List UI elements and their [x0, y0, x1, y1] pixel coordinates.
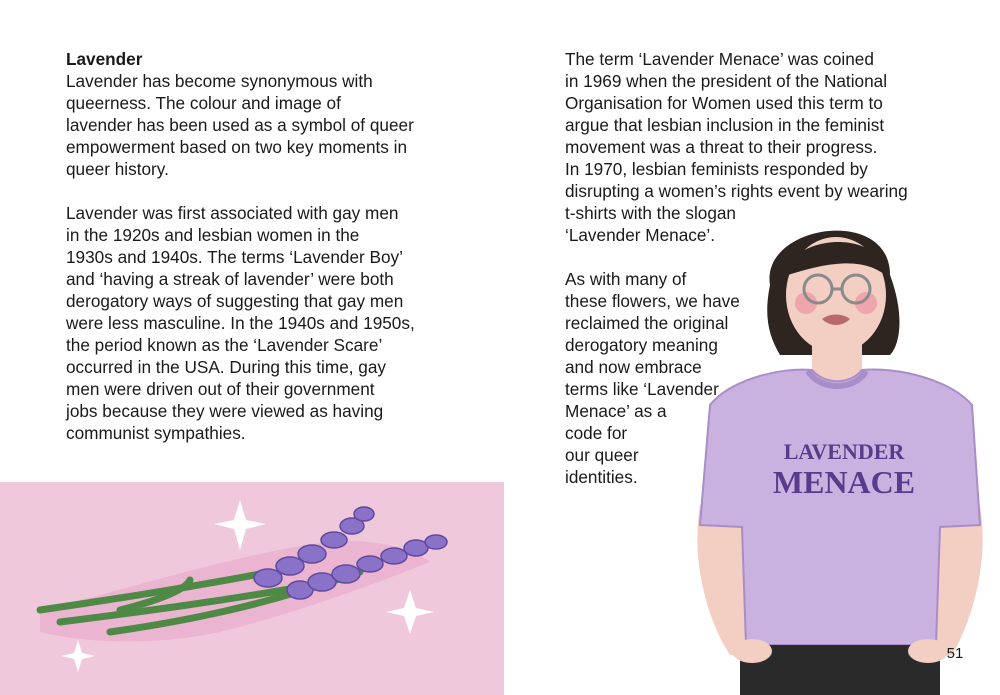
text-line: reclaimed the original — [565, 313, 729, 333]
text-line: in the 1920s and lesbian women in the — [66, 225, 360, 245]
text-line: The term ‘Lavender Menace’ was coined — [565, 49, 874, 69]
text-line: Lavender has become synonymous with — [66, 71, 373, 91]
section-heading: Lavender — [66, 49, 143, 69]
text-line: In 1970, lesbian feminists responded by — [565, 159, 868, 179]
text-line: our queer — [565, 445, 639, 465]
text-line: men were driven out of their government — [66, 379, 375, 399]
text-line: these flowers, we have — [565, 291, 740, 311]
sparkle-icon — [386, 590, 434, 634]
text-line: ‘Lavender Menace’. — [565, 225, 716, 245]
text-line: queer history. — [66, 159, 169, 179]
page-number: 51 — [946, 645, 964, 662]
text-line: Menace’ as a — [565, 401, 667, 421]
text-line: t-shirts with the slogan — [565, 203, 736, 223]
text-line: and now embrace — [565, 357, 702, 377]
person-illustration — [690, 205, 990, 695]
text-line: and ‘having a streak of lavender’ were both — [66, 269, 394, 289]
text-line: derogatory ways of suggesting that gay men — [66, 291, 404, 311]
shirt-slogan-line1: LAVENDER — [783, 439, 905, 464]
text-line: lavender has been used as a symbol of queer — [66, 115, 414, 135]
left-text-column — [66, 48, 466, 444]
text-line: Lavender was first associated with gay men — [66, 203, 399, 223]
text-line: communist sympathies. — [66, 423, 246, 443]
sparkle-icon — [61, 640, 95, 672]
text-line: disrupting a women’s rights event by wearing — [565, 181, 908, 201]
text-line: in 1969 when the president of the National — [565, 71, 888, 91]
paragraph-lavender-intro — [66, 70, 466, 180]
text-line: As with many of — [565, 269, 687, 289]
text-line: the period known as the ‘Lavender Scare’ — [66, 335, 383, 355]
text-line: queerness. The colour and image of — [66, 93, 341, 113]
text-line: jobs because they were viewed as having — [66, 401, 384, 421]
text-line: argue that lesbian inclusion in the feminist — [565, 115, 885, 135]
text-line: 1930s and 1940s. The terms ‘Lavender Boy’ — [66, 247, 403, 267]
text-line: Organisation for Women used this term to — [565, 93, 883, 113]
sparkle-icon — [214, 500, 266, 550]
lavender-sprig-illustration — [0, 482, 504, 695]
text-line: code for — [565, 423, 628, 443]
text-line: movement was a threat to their progress. — [565, 137, 878, 157]
text-line: occurred in the USA. During this time, gay — [66, 357, 387, 377]
text-line: terms like ‘Lavender — [565, 379, 719, 399]
shirt-slogan-line2: MENACE — [772, 464, 916, 500]
text-line: identities. — [565, 467, 638, 487]
text-line: empowerment based on two key moments in — [66, 137, 408, 157]
paragraph-lavender-history — [66, 202, 466, 444]
text-line: derogatory meaning — [565, 335, 718, 355]
text-line: were less masculine. In the 1940s and 1950s, — [66, 313, 415, 333]
